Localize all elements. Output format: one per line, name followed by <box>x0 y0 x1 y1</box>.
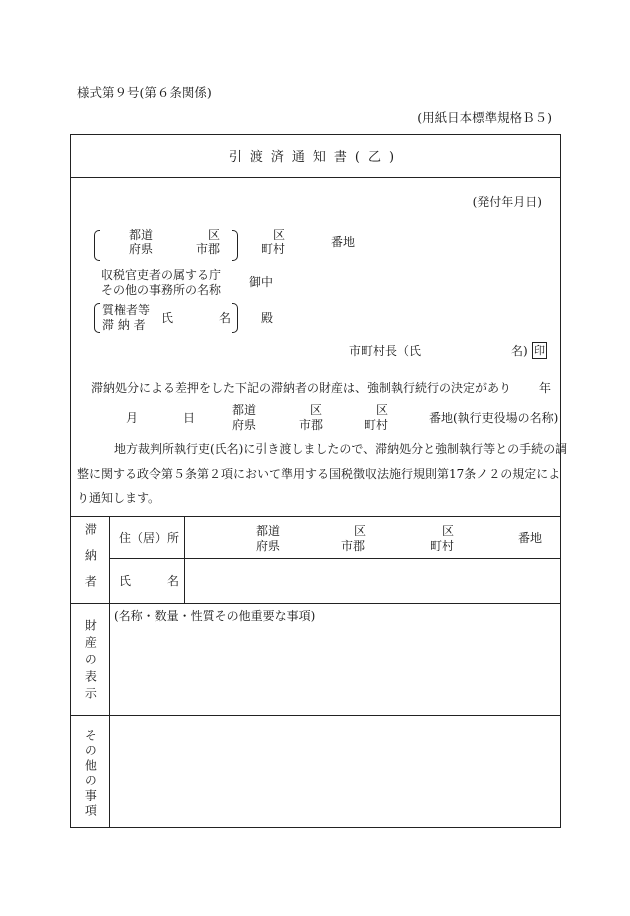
body-year: 年 <box>539 381 552 395</box>
body-pref-bottom: 府県 <box>232 418 257 432</box>
office-name-line1: 収税官吏者の属する庁 <box>101 268 222 282</box>
body-line-4: 整に関する政令第５条第２項において準用する国税徴収法施行規則第17条ノ２の規定によ <box>77 467 561 481</box>
delinquent-town-bottom: 町村 <box>430 539 455 553</box>
body-town-bottom: 町村 <box>364 418 389 432</box>
delinquent-city-top: 区 <box>354 524 367 538</box>
creditor-bracket-right <box>232 303 238 333</box>
office-name-line2: その他の事務所の名称 <box>101 283 222 297</box>
table-top-rule <box>71 516 560 517</box>
mayor-label: 市町村長（氏 <box>349 344 422 358</box>
property-note: (名称・数量・性質その他重要な事項) <box>114 609 316 623</box>
addr-city-top: 区 <box>208 228 221 242</box>
body-pref-top: 都道 <box>232 403 257 417</box>
property-section-label: 財産の表示 <box>83 619 98 704</box>
body-line-3: 地方裁判所執行吏(氏名)に引き渡しましたので、滞納処分と強制執行等との手続の調 <box>114 442 568 456</box>
left-bracket <box>94 230 100 261</box>
title-divider <box>71 177 560 178</box>
property-top-rule <box>71 603 560 604</box>
delinquent-city-bottom: 市郡 <box>341 539 366 553</box>
delinquent-town-top: 区 <box>442 524 455 538</box>
delinquent-label: 滞 納 者 <box>102 318 146 332</box>
name-label: 氏 名 <box>119 574 180 588</box>
delinquent-pref-top: 都道 <box>256 524 281 538</box>
paper-size-note: (用紙日本標準規格Ｂ５) <box>417 110 552 125</box>
delinquent-section-label: 滞納者 <box>83 523 98 601</box>
creditor-bracket-left <box>94 303 100 333</box>
body-month: 月 <box>126 411 139 425</box>
addr-city-bottom: 市郡 <box>196 242 221 256</box>
body-line-1: 滞納処分による差押をした下記の滞納者の財産は、強制執行続行の決定があり <box>91 381 512 395</box>
label-column-rule <box>109 516 110 827</box>
creditor-label: 質権者等 <box>102 303 151 317</box>
address-name-divider <box>109 558 560 559</box>
body-day: 日 <box>183 411 196 425</box>
addr-town-top: 区 <box>273 228 286 242</box>
addr-town-bottom: 町村 <box>261 242 286 256</box>
body-banchi-place: 番地(執行吏役場の名称) <box>429 411 559 425</box>
shi-label: 氏 <box>161 311 174 325</box>
addr-pref-bottom: 府県 <box>129 242 154 256</box>
mayor-name-close: 名) <box>511 344 528 358</box>
other-top-rule <box>71 715 560 716</box>
dono-label: 殿 <box>261 311 274 325</box>
body-line-5: り通知します。 <box>77 491 161 505</box>
delinquent-pref-bottom: 府県 <box>256 539 281 553</box>
form-number: 様式第９号(第６条関係) <box>77 85 212 100</box>
seal-mark: 印 <box>534 344 545 357</box>
delinquent-inner-rule <box>184 516 185 603</box>
mei-label: 名 <box>219 311 232 325</box>
addr-pref-top: 都道 <box>129 228 154 242</box>
issue-date-label: (発付年月日) <box>472 195 542 209</box>
other-section-label: その他の事項 <box>83 729 98 819</box>
form-title: 引渡済通知書(乙) <box>228 150 403 165</box>
right-bracket <box>232 230 238 261</box>
body-city-top: 区 <box>310 403 323 417</box>
addr-banchi: 番地 <box>331 235 356 249</box>
notice-form <box>70 134 568 828</box>
body-city-bottom: 市郡 <box>299 418 324 432</box>
address-label: 住（居）所 <box>119 531 180 545</box>
delinquent-banchi: 番地 <box>518 531 543 545</box>
body-town-top: 区 <box>376 403 389 417</box>
onchu-label: 御中 <box>249 275 274 289</box>
